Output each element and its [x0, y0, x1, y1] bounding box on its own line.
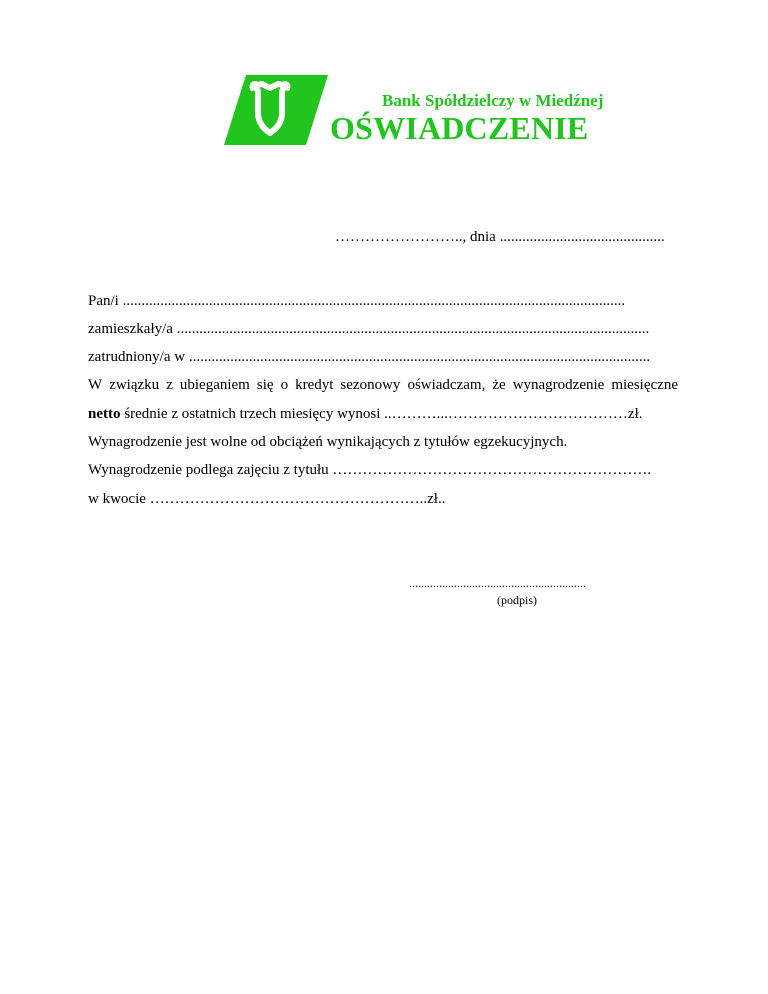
seizure-title-line[interactable]: Wynagrodzenie podlega zajęciu z tytułu ………………………………………………………. — [88, 462, 652, 478]
place-field[interactable]: …………………….., — [335, 229, 467, 245]
address-line — [88, 320, 649, 338]
netto-label: netto — [88, 406, 121, 422]
bank-name: Bank Spółdzielczy w Miedźnej — [382, 91, 604, 110]
employer-line — [88, 348, 650, 366]
statement-word: że — [492, 377, 506, 393]
place-date-line — [335, 228, 665, 246]
employer-field[interactable]: ........................................................................................................................... — [188, 349, 651, 365]
address-label: zamieszkały/a — [88, 321, 173, 337]
document-title: OŚWIADCZENIE — [330, 110, 589, 146]
salary-amount-field[interactable]: średnie z ostatnich trzech miesięcy wynosi ..………...………………………………zł. — [124, 406, 643, 422]
statement-word: ubieganiem — [179, 377, 250, 393]
name-field[interactable]: ...................................................................................................................................... — [122, 293, 626, 309]
signature-field[interactable]: ........................................................... — [409, 576, 586, 590]
statement-word: o — [280, 377, 289, 393]
statement-line-3: Wynagrodzenie jest wolne od obciążeń wynikających z tytułów egzekucyjnych. — [88, 434, 568, 450]
statement-word: miesięczne — [611, 377, 678, 393]
statement-sentence-1 — [88, 376, 678, 394]
name-label: Pan/i — [88, 293, 119, 309]
dnia-label: dnia — [470, 229, 496, 245]
address-field[interactable]: .............................................................................................................................. — [176, 321, 650, 337]
statement-word: oświadczam, — [407, 377, 486, 393]
statement-word: W — [88, 377, 103, 393]
statement-word: związku — [109, 377, 160, 393]
name-line — [88, 292, 625, 310]
statement-word: się — [256, 377, 274, 393]
signature-label: (podpis) — [497, 593, 537, 607]
statement-line-2 — [88, 405, 643, 423]
bank-logo-icon — [224, 75, 328, 145]
statement-word: sezonowy — [340, 377, 401, 393]
statement-word: z — [166, 377, 173, 393]
statement-line-1 — [88, 376, 678, 394]
date-field[interactable]: ............................................ — [499, 229, 665, 245]
statement-word: wynagrodzenie — [512, 377, 605, 393]
statement-word: kredyt — [295, 377, 334, 393]
seizure-amount-line[interactable]: w kwocie ………………………………………………..zł.. — [88, 491, 446, 507]
employer-label: zatrudniony/a w — [88, 349, 186, 365]
